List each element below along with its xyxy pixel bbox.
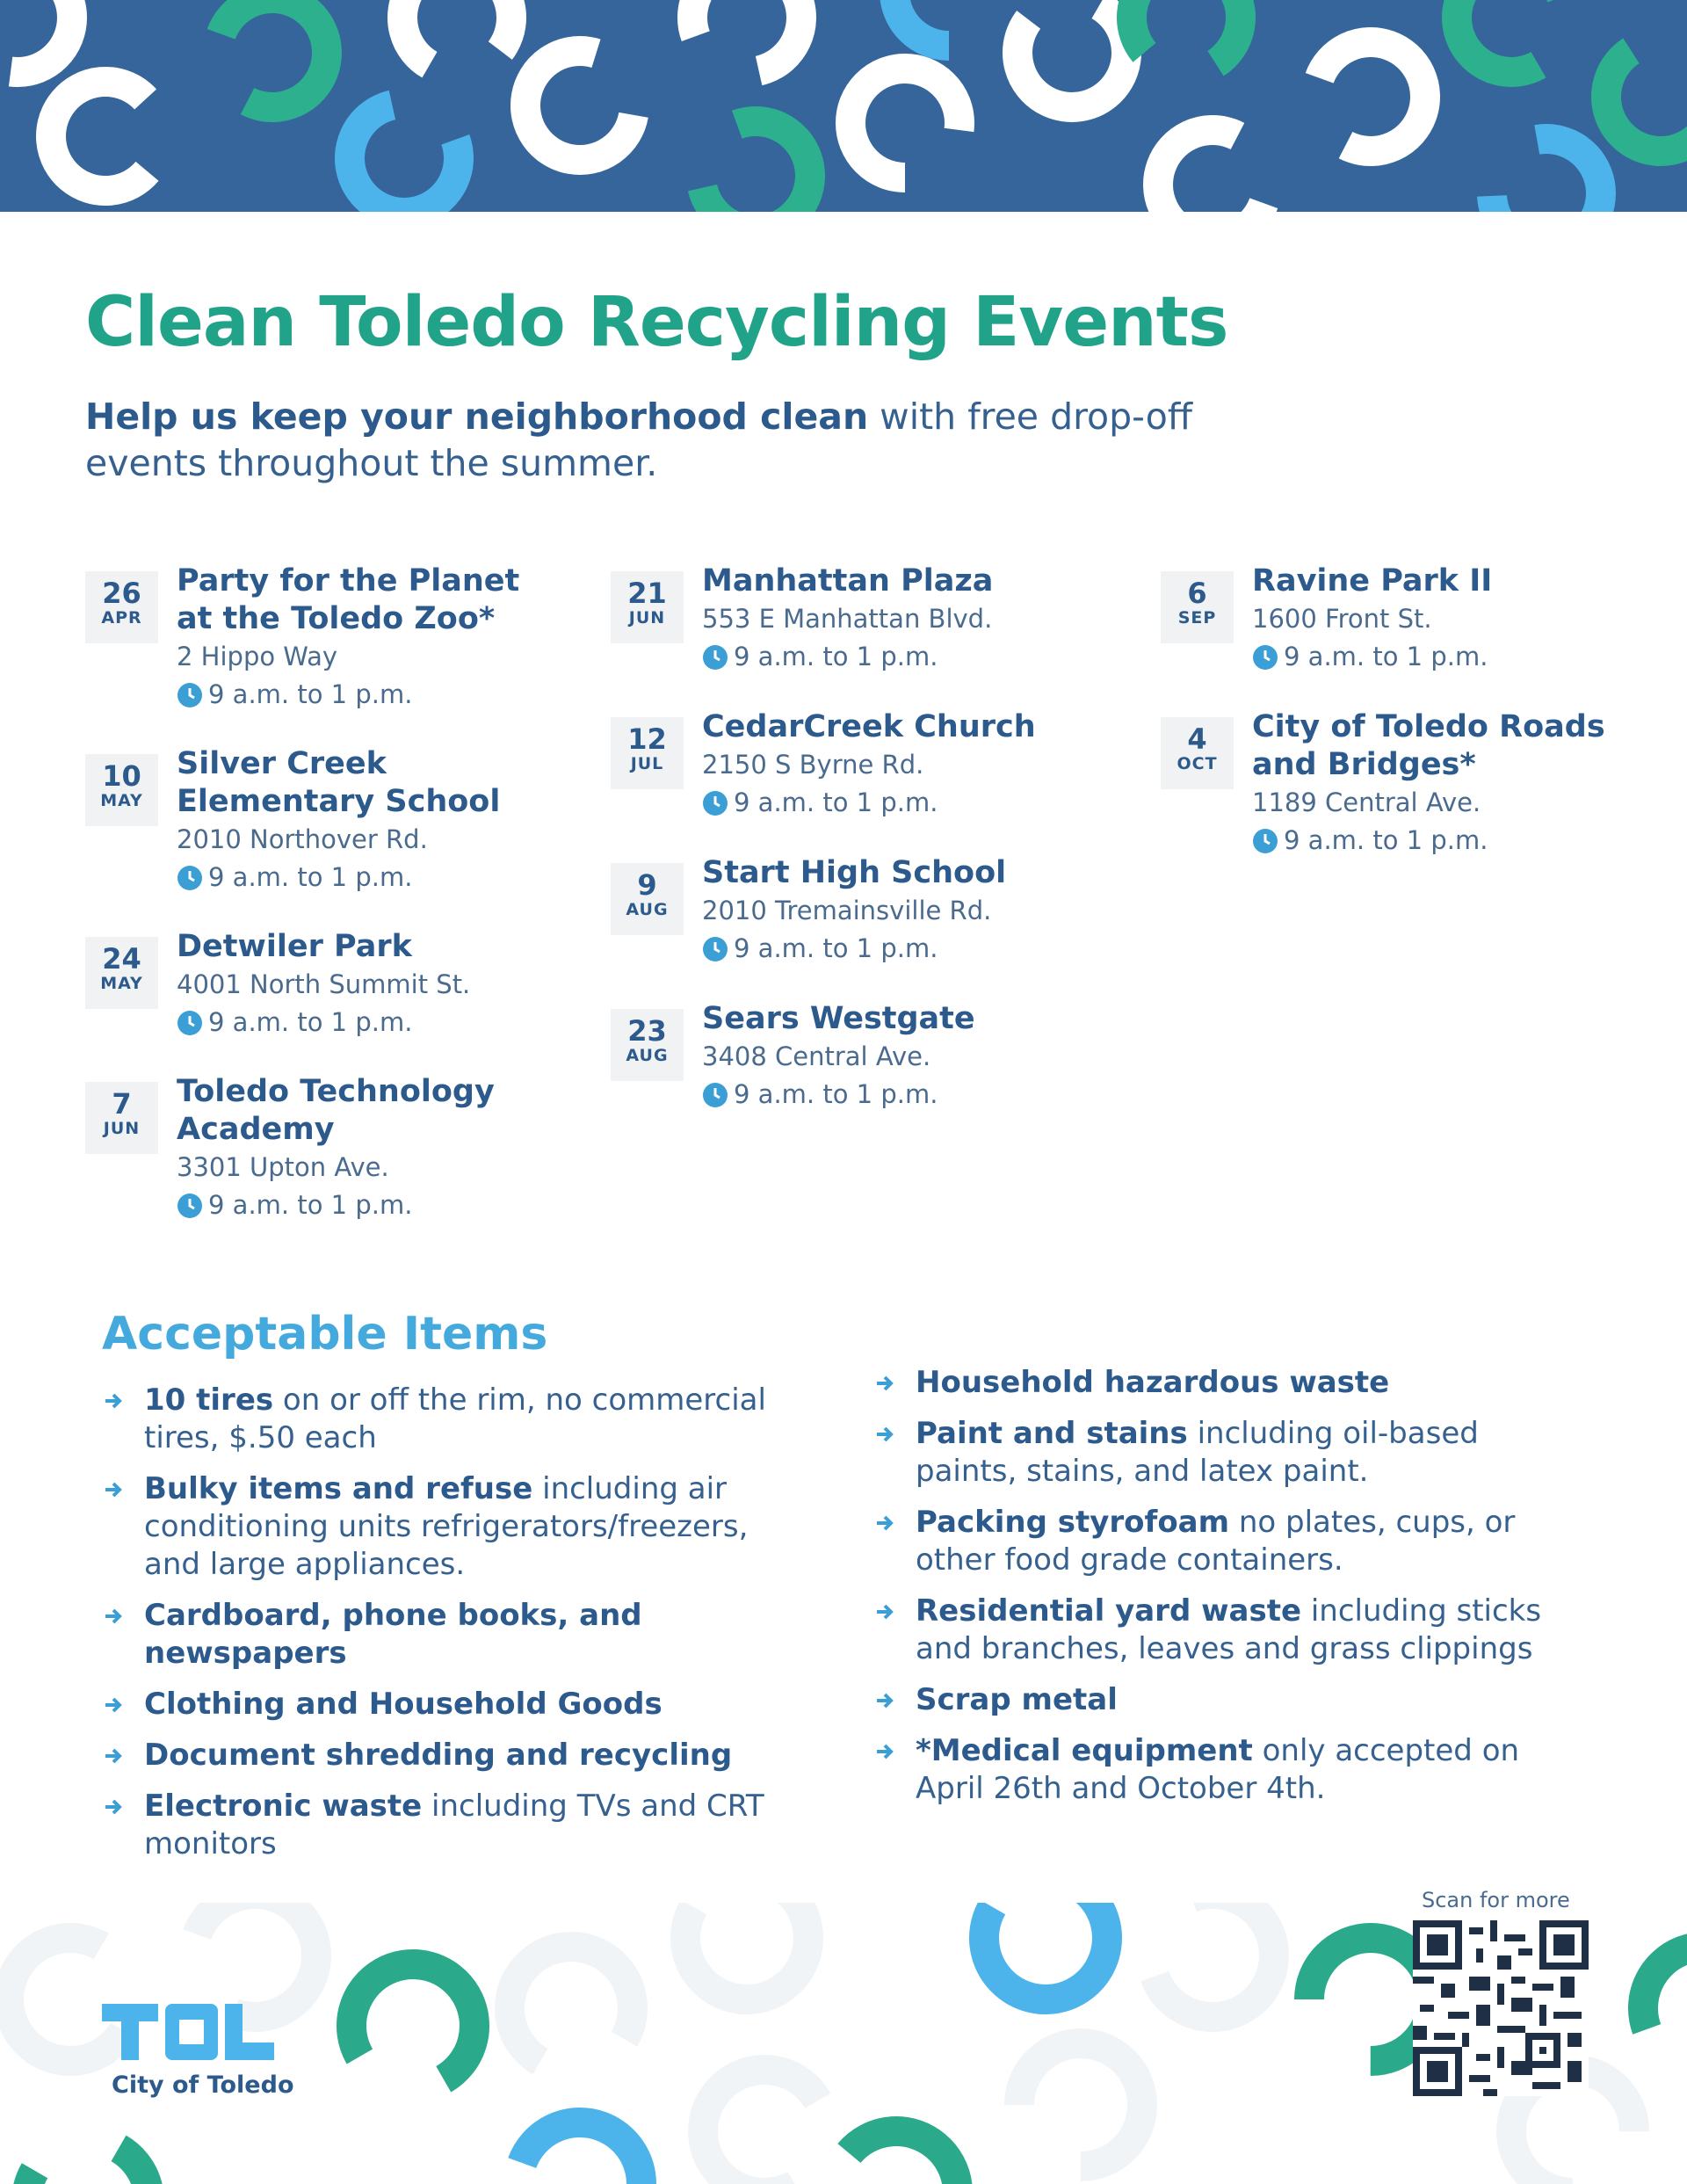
event-time bbox=[702, 638, 1115, 676]
item-detail: no plates, cups, or other food grade containers. bbox=[916, 1505, 1516, 1578]
event-address: 1600 Front St. bbox=[1252, 604, 1432, 634]
event-time-text: 9 a.m. to 1 p.m. bbox=[734, 1079, 938, 1109]
arrow-right-icon bbox=[104, 1390, 125, 1411]
clock-icon bbox=[1252, 644, 1278, 671]
list-item bbox=[104, 1597, 689, 1672]
item-name: Document shredding and recycling bbox=[144, 1738, 733, 1773]
item-name: Cardboard, phone books, and newspapers bbox=[144, 1598, 642, 1671]
clock-icon bbox=[177, 682, 203, 708]
header-banner bbox=[0, 0, 1687, 212]
event-month: AUG bbox=[626, 900, 669, 919]
list-item bbox=[875, 1504, 1587, 1579]
list-item bbox=[104, 1382, 807, 1457]
list-item bbox=[875, 1681, 1587, 1719]
event-address: 3301 Upton Ave. bbox=[177, 1152, 389, 1182]
item-name: Scrap metal bbox=[916, 1682, 1118, 1717]
arrow-right-icon bbox=[875, 1741, 896, 1762]
event-name: Start High School bbox=[702, 855, 1007, 890]
arrow-right-icon bbox=[875, 1373, 896, 1394]
event-name: Toledo Technology Academy bbox=[177, 1074, 495, 1147]
event-day: 9 bbox=[637, 868, 657, 902]
item-name: 10 tires bbox=[144, 1382, 274, 1418]
event-time bbox=[177, 1004, 590, 1041]
event-day: 10 bbox=[102, 759, 141, 793]
event-time-text: 9 a.m. to 1 p.m. bbox=[1284, 825, 1488, 855]
event-date bbox=[1161, 717, 1234, 789]
item-name: Paint and stains bbox=[916, 1416, 1188, 1451]
event-address: 4001 North Summit St. bbox=[177, 969, 471, 999]
event-day: 6 bbox=[1187, 577, 1207, 610]
arrow-right-icon bbox=[104, 1796, 125, 1818]
item-name: Residential yard waste bbox=[916, 1593, 1302, 1629]
item-name: Clothing and Household Goods bbox=[144, 1687, 662, 1722]
item-detail: including TVs and CRT monitors bbox=[144, 1789, 764, 1861]
event-day: 21 bbox=[627, 577, 667, 610]
event-address: 2 Hippo Way bbox=[177, 642, 338, 671]
list-item bbox=[875, 1415, 1587, 1491]
event-name: Silver Creek Elementary School bbox=[177, 746, 501, 819]
qr-code[interactable] bbox=[1413, 1920, 1589, 2096]
item-name: Bulky items and refuse bbox=[144, 1471, 533, 1506]
arrow-right-icon bbox=[104, 1606, 125, 1627]
acceptable-items-left-list bbox=[104, 1382, 807, 1876]
event-address: 3408 Central Ave. bbox=[702, 1041, 931, 1071]
clock-icon bbox=[177, 865, 203, 891]
event-month: SEP bbox=[1177, 608, 1217, 628]
arrow-right-icon bbox=[104, 1745, 125, 1767]
event-day: 23 bbox=[627, 1014, 667, 1048]
event-address: 2010 Tremainsville Rd. bbox=[702, 896, 992, 925]
city-logo-text: City of Toledo bbox=[112, 2072, 294, 2099]
event-day: 4 bbox=[1187, 722, 1207, 756]
event-date bbox=[611, 1009, 684, 1081]
item-name: *Medical equipment bbox=[916, 1733, 1253, 1768]
item-detail: including sticks and branches, leaves and grass clippings bbox=[916, 1593, 1542, 1666]
event-name: Party for the Planet at the Toledo Zoo* bbox=[177, 563, 520, 636]
event-date bbox=[1161, 571, 1234, 643]
event-date bbox=[85, 1082, 158, 1154]
event-time-text: 9 a.m. to 1 p.m. bbox=[208, 1007, 413, 1037]
list-item bbox=[875, 1732, 1587, 1808]
subtitle-emphasis: Help us keep your neighborhood clean bbox=[85, 395, 869, 438]
event-time bbox=[1252, 638, 1665, 676]
event-time-text: 9 a.m. to 1 p.m. bbox=[734, 642, 938, 671]
list-item bbox=[875, 1364, 1587, 1402]
item-detail: on or off the rim, no commercial tires, $.50 each bbox=[144, 1382, 766, 1455]
event-name: Ravine Park II bbox=[1252, 563, 1493, 599]
event-time-text: 9 a.m. to 1 p.m. bbox=[208, 1190, 413, 1220]
city-logo-icon bbox=[102, 2004, 278, 2067]
clock-icon bbox=[177, 1193, 203, 1219]
event-address: 2010 Northover Rd. bbox=[177, 824, 428, 854]
event-month: MAY bbox=[100, 974, 143, 993]
list-item bbox=[104, 1686, 807, 1723]
item-name: Packing styrofoam bbox=[916, 1505, 1230, 1540]
item-detail: including air conditioning units refrigerators/freezers, and large appliances. bbox=[144, 1471, 749, 1582]
event-month: JUN bbox=[628, 608, 666, 628]
event-date bbox=[85, 571, 158, 643]
event-time bbox=[702, 1076, 1115, 1114]
acceptable-items-heading: Acceptable Items bbox=[102, 1308, 548, 1360]
event-date bbox=[611, 863, 684, 935]
list-item bbox=[104, 1737, 807, 1774]
event-day: 24 bbox=[102, 942, 141, 976]
item-name: Electronic waste bbox=[144, 1789, 423, 1824]
clock-icon bbox=[702, 1082, 728, 1108]
event-date bbox=[611, 717, 684, 789]
event-address: 553 E Manhattan Blvd. bbox=[702, 604, 993, 634]
list-item bbox=[104, 1470, 807, 1584]
arrow-right-icon bbox=[875, 1424, 896, 1445]
event-name: City of Toledo Roads and Bridges* bbox=[1252, 709, 1605, 782]
event-time bbox=[177, 1186, 590, 1224]
event-time-text: 9 a.m. to 1 p.m. bbox=[208, 679, 413, 709]
event-name: Sears Westgate bbox=[702, 1001, 975, 1036]
event-month: OCT bbox=[1177, 754, 1218, 773]
event-time-text: 9 a.m. to 1 p.m. bbox=[734, 933, 938, 963]
event-month: JUN bbox=[103, 1119, 141, 1138]
clock-icon bbox=[702, 790, 728, 816]
recycle-pattern-art bbox=[0, 0, 1687, 212]
clock-icon bbox=[1252, 828, 1278, 854]
event-month: MAY bbox=[100, 791, 143, 810]
acceptable-items-right-list bbox=[875, 1364, 1587, 1821]
arrow-right-icon bbox=[104, 1479, 125, 1500]
page-subtitle bbox=[85, 394, 1315, 487]
event-month: APR bbox=[101, 608, 142, 628]
item-name: Household hazardous waste bbox=[916, 1365, 1390, 1400]
clock-icon bbox=[702, 644, 728, 671]
scan-label: Scan for more bbox=[1422, 1888, 1570, 1912]
clock-icon bbox=[177, 1010, 203, 1036]
page-title: Clean Toledo Recycling Events bbox=[85, 283, 1228, 362]
event-day: 26 bbox=[102, 577, 141, 610]
list-item bbox=[104, 1788, 807, 1863]
event-time-text: 9 a.m. to 1 p.m. bbox=[734, 787, 938, 817]
event-name: CedarCreek Church bbox=[702, 709, 1036, 744]
event-day: 7 bbox=[112, 1087, 132, 1121]
event-day: 12 bbox=[627, 722, 667, 756]
item-detail: including oil-based paints, stains, and latex paint. bbox=[916, 1416, 1479, 1489]
list-item bbox=[875, 1593, 1587, 1668]
arrow-right-icon bbox=[875, 1601, 896, 1622]
event-time-text: 9 a.m. to 1 p.m. bbox=[1284, 642, 1488, 671]
event-address: 1189 Central Ave. bbox=[1252, 787, 1481, 817]
event-name: Manhattan Plaza bbox=[702, 563, 994, 599]
event-date bbox=[85, 937, 158, 1009]
event-month: JUL bbox=[630, 754, 664, 773]
event-date bbox=[85, 754, 158, 826]
event-time bbox=[702, 930, 1115, 968]
event-time bbox=[177, 859, 590, 896]
event-time bbox=[702, 784, 1115, 822]
event-time bbox=[177, 676, 590, 714]
arrow-right-icon bbox=[875, 1513, 896, 1534]
qr-code-icon bbox=[1413, 1920, 1589, 2096]
arrow-right-icon bbox=[104, 1694, 125, 1716]
event-address: 2150 S Byrne Rd. bbox=[702, 750, 924, 780]
subtitle-rest: with free drop-off events throughout the summer. bbox=[85, 395, 1193, 484]
event-time bbox=[1252, 822, 1665, 860]
event-name: Detwiler Park bbox=[177, 929, 412, 964]
event-date bbox=[611, 571, 684, 643]
arrow-right-icon bbox=[875, 1690, 896, 1711]
event-month: AUG bbox=[626, 1046, 669, 1065]
item-detail: only accepted on April 26th and October 4th. bbox=[916, 1733, 1520, 1806]
clock-icon bbox=[702, 936, 728, 962]
event-time-text: 9 a.m. to 1 p.m. bbox=[208, 862, 413, 892]
